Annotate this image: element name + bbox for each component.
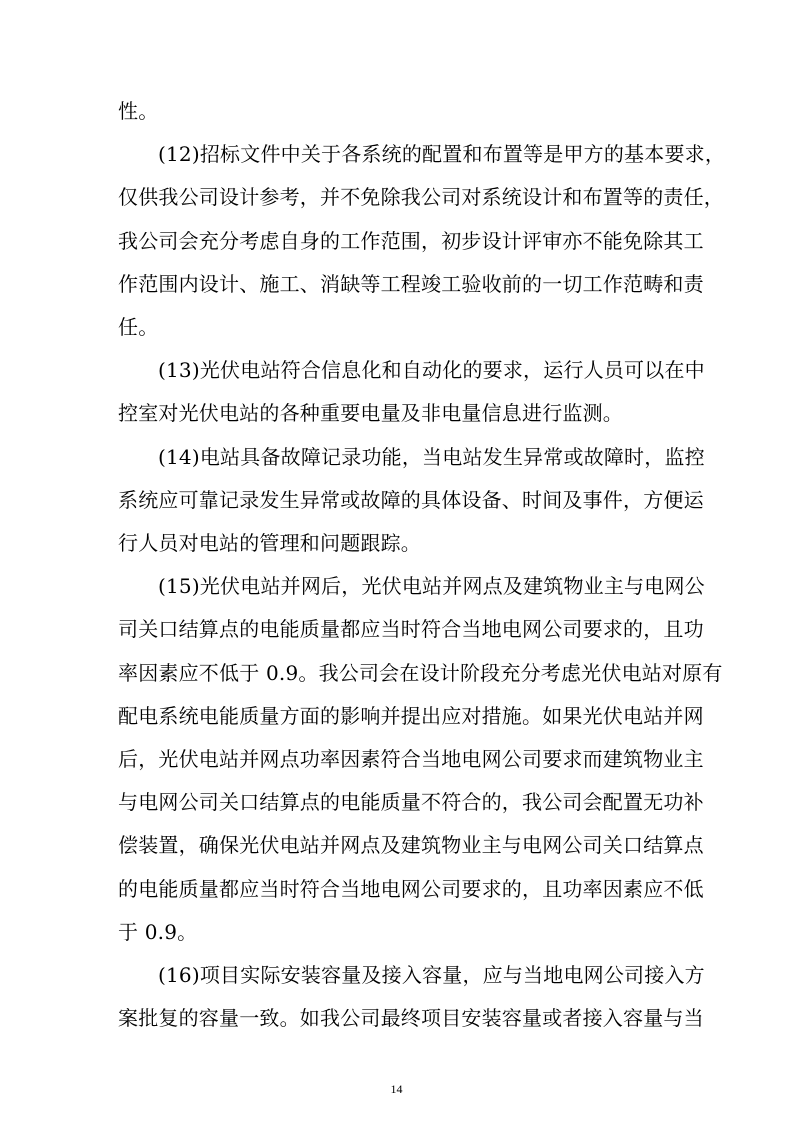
page-number: 14 [390,1082,403,1096]
paragraph-15-line-8: 的电能质量都应当时符合当地电网公司要求的，且功率因素应不低 [118,877,704,901]
paragraph-15-line-4: 配电系统电能质量方面的影响并提出应对措施。如果光伏电站并网 [118,704,704,728]
paragraph-12-line-4: 作范围内设计、施工、消缺等工程竣工验收前的一切工作范畴和责 [118,272,704,296]
paragraph-16-line-2: 案批复的容量一致。如我公司最终项目安装容量或者接入容量与当 [118,1006,704,1030]
paragraph-13-line-1: (13)光伏电站符合信息化和自动化的要求，运行人员可以在中 [158,358,705,382]
paragraph-14-line-3: 行人员对电站的管理和问题跟踪。 [118,531,421,555]
paragraph-15-line-9: 于 0.9。 [118,920,198,944]
paragraph-12-line-2: 仅供我公司设计参考，并不免除我公司对系统设计和布置等的责任， [118,185,724,209]
paragraph-12-line-3: 我公司会充分考虑自身的工作范围，初步设计评审亦不能免除其工 [118,229,704,253]
paragraph-15-line-1: (15)光伏电站并网后，光伏电站并网点及建筑物业主与电网公 [158,574,705,598]
paragraph-15-line-2: 司关口结算点的电能质量都应当时符合当地电网公司要求的，且功 [118,617,704,641]
paragraph-13-line-2: 控室对光伏电站的各种重要电量及非电量信息进行监测。 [118,401,623,425]
paragraph-12-line-5: 任。 [118,315,159,339]
text-line-1: 性。 [118,99,159,123]
paragraph-14-line-2: 系统应可靠记录发生异常或故障的具体设备、时间及事件，方便运 [118,488,704,512]
paragraph-14-line-1: (14)电站具备故障记录功能，当电站发生异常或故障时，监控 [158,445,705,469]
paragraph-15-line-7: 偿装置，确保光伏电站并网点及建筑物业主与电网公司关口结算点 [118,833,704,857]
paragraph-15-line-3: 率因素应不低于 0.9。我公司会在设计阶段充分考虑光伏电站对原有 [118,661,723,685]
paragraph-15-line-6: 与电网公司关口结算点的电能质量不符合的，我公司会配置无功补 [118,790,704,814]
paragraph-16-line-1: (16)项目实际安装容量及接入容量，应与当地电网公司接入方 [158,963,705,987]
paragraph-12-line-1: (12)招标文件中关于各系统的配置和布置等是甲方的基本要求， [158,142,726,166]
paragraph-15-line-5: 后，光伏电站并网点功率因素符合当地电网公司要求而建筑物业主 [118,747,704,771]
